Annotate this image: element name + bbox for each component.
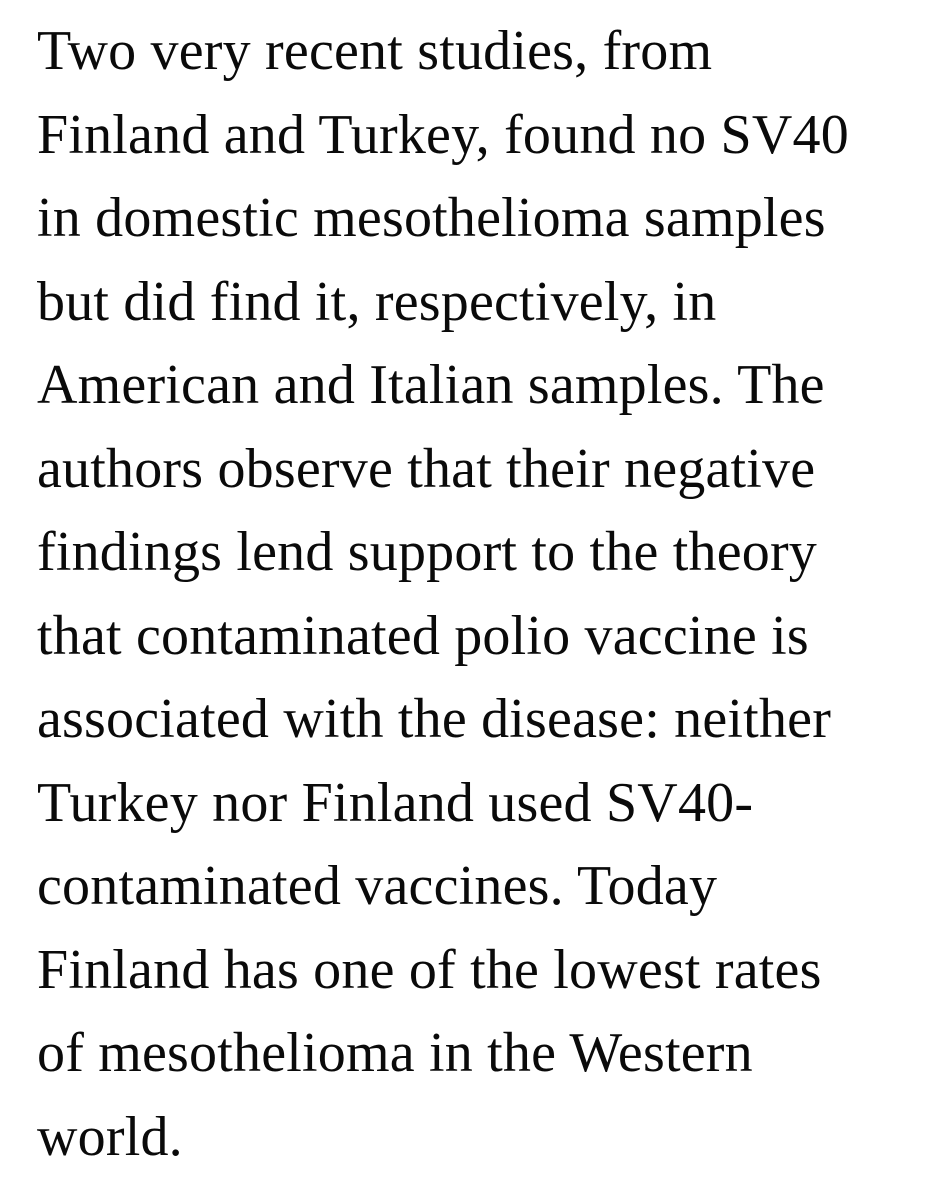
text-line: Two very recent studies, from — [37, 20, 713, 82]
text-line: world. — [37, 1105, 183, 1168]
text-line: Finland has one of the lowest rates — [37, 938, 822, 1001]
text-line: that contaminated polio vaccine is — [37, 604, 809, 667]
text-line: Finland and Turkey, found no SV40 — [37, 103, 849, 166]
text-line: associated with the disease: neither — [37, 688, 832, 750]
text-line: contaminated vaccines. Today — [37, 855, 718, 917]
text-line: in domestic mesothelioma samples — [37, 187, 826, 249]
text-line: but did find it, respectively, in — [37, 270, 717, 333]
text-line: findings lend support to the theory — [37, 521, 818, 583]
text-line: authors observe that their negative — [37, 437, 816, 500]
text-line: American and Italian samples. The — [37, 354, 825, 416]
text-line: of mesothelioma in the Western — [37, 1022, 753, 1084]
text-line: Turkey nor Finland used SV40- — [37, 771, 754, 834]
